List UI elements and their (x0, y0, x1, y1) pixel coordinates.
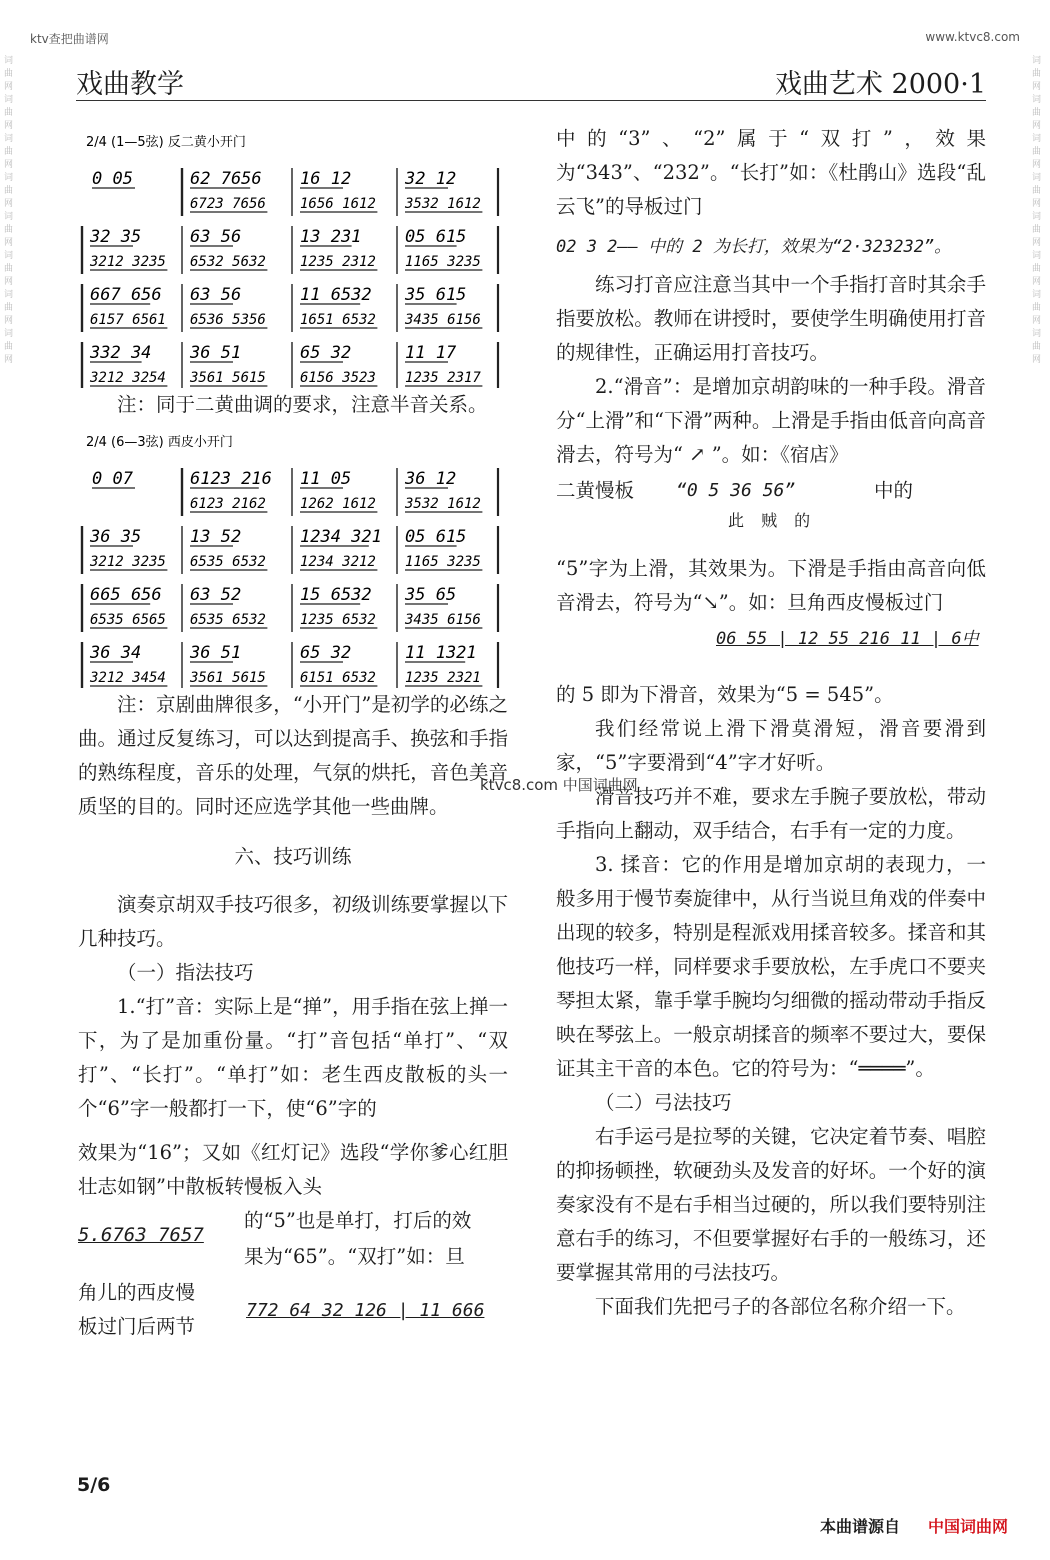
score1-note-r0c2-upper: 16 12 (300, 169, 352, 189)
da-music-notation: 5.6763 7657 (78, 1224, 204, 1246)
header-left: 戏曲教学 (76, 69, 184, 100)
score2-note-r2c3-upper: 35 65 (405, 585, 457, 605)
score1-note-r0c1-upper: 62 7656 (190, 169, 262, 189)
score1-note-r1c2-lower: 1235 2312 (300, 254, 376, 270)
score2-note-r2c3-lower: 3435 6156 (405, 612, 481, 628)
right-paragraph-8: 3. 揉音：它的作用是增加京胡的表现力，一般多用于慢节奏旋律中，从行当说旦角戏的伴奏中出现的较多，特别是程派戏用揉音较多。揉音和其他技巧一样，同样要求手要放松，左手虎口不要夹琴担太紧，靠手掌手腕均匀细微的摇动带动手指反映在琴弦上。一般京胡揉音的频率不要过大，要保证其主干音的本色。它的符号为：“════”。 (556, 853, 986, 1080)
score1-note-r3c3-upper: 11 17 (405, 343, 457, 363)
right-paragraph-6: 我们经常说上滑下滑莫滑短，滑音要滑到家，“5”字要滑到“4”字才好听。 (556, 717, 986, 774)
right-paragraph-1: 中的“3”、“2”属于“双打”，效果为“343”、“232”。“长打”如：《杜鹃山》选段“乱云飞”的导板过门 (556, 127, 986, 218)
score2-note-r2c1-lower: 6535 6532 (190, 612, 266, 628)
score1-note-r0c0-upper: 0 05 (92, 169, 133, 189)
right-paragraph-9: 右手运弓是拉琴的关键，它决定着节奏、唱腔的抑扬顿挫，软硬劲头及发音的好坏。一个好的演奏家没有不是右手相当过硬的，所以我们要特别注意右手的练习，不但要掌握好右手的一般练习，还要掌握其常用的弓法技巧。 (556, 1125, 986, 1284)
page-number: 5/6 (77, 1474, 111, 1496)
score1-note-r0c1-lower: 6723 7656 (190, 196, 266, 212)
subheading-fingering: （一）指法技巧 (117, 961, 254, 984)
score2-note-r2c2-lower: 1235 6532 (300, 612, 376, 628)
side-watermark-left: 词曲网词曲网词曲网词曲网词曲网词曲网词曲网词曲网 (4, 56, 14, 365)
score2-note-r3c1-lower: 3561 5615 (190, 670, 266, 686)
score1-note-r2c1-upper: 63 56 (190, 285, 242, 305)
score1-note-r3c1-lower: 3561 5615 (190, 370, 266, 386)
score2-note-r1c2-lower: 1234 3212 (300, 554, 376, 570)
score2-note-r1c0-lower: 3212 3235 (90, 554, 166, 570)
score1-note-r3c0-upper: 332 34 (90, 343, 152, 363)
score1-note-r1c0-upper: 32 35 (90, 227, 142, 247)
da-music-block (78, 1204, 508, 1272)
score1-note-r2c0-upper: 667 656 (90, 285, 162, 305)
score2-note-r0c1-upper: 6123 216 (190, 469, 272, 489)
score1-note-r2c3-lower: 3435 6156 (405, 312, 481, 328)
score2-note-r0c0-upper: 0 07 (92, 469, 133, 489)
score2-note-r1c2-upper: 1234 321 (300, 527, 382, 547)
score2-note-r3c1-upper: 36 51 (190, 643, 242, 663)
right-column (480, 122, 986, 1324)
score2-note-r3c0-upper: 36 34 (90, 643, 142, 663)
score2-note-r0c3-lower: 3532 1612 (405, 496, 481, 512)
right-paragraph-2: 练习打音应注意当其中一个手指打音时其余手指要放松。教师在讲授时，要使学生明确使用打音的规律性，正确运用打音技巧。 (556, 273, 986, 364)
score2-note-r0c1-lower: 6123 2162 (190, 496, 266, 512)
score2-note-r0c3-upper: 36 12 (405, 469, 457, 489)
score1-note-r1c0-lower: 3212 3235 (90, 254, 166, 270)
score1-note-r3c1-upper: 36 51 (190, 343, 242, 363)
right-paragraph-3: 2.“滑音”：是增加京胡韵味的一种手段。滑音分“上滑”和“下滑”两种。上滑是手指由低音向高音滑去，符号为“ ↗ ”。如：《宿店》 (556, 375, 986, 466)
right-paragraph-7: 滑音技巧并不难，要求左手腕子要放松，带动手指向上翻动，双手结合，右手有一定的力度。 (556, 785, 986, 842)
score1-note-r2c2-upper: 11 6532 (300, 285, 372, 305)
score2-note-r1c1-lower: 6535 6532 (190, 554, 266, 570)
top-right-site: www.ktvc8.com (925, 30, 1020, 44)
score1-note-r0c3-upper: 32 12 (405, 169, 457, 189)
score1-note-r3c2-lower: 6156 3523 (300, 370, 376, 386)
right-paragraph-5: 的 5 即为下滑音，效果为“5 = 545”。 (556, 683, 894, 706)
score1-note-r3c2-upper: 65 32 (300, 343, 352, 363)
score1-note-r1c2-upper: 13 231 (300, 227, 362, 247)
score1-note-r1c1-lower: 6532 5632 (190, 254, 266, 270)
score1-note-r2c2-lower: 1651 6532 (300, 312, 376, 328)
score2-label: 2/4 (6—3弦) 西皮小开门 (86, 435, 233, 450)
score1-label: 2/4 (1—5弦) 反二黄小开门 (86, 135, 246, 150)
subheading-bowing: （二）弓法技巧 (595, 1091, 732, 1114)
da-line-4: 果为“65”。“双打”如：旦 (244, 1245, 465, 1268)
score2-note-r0c2-lower: 1262 1612 (300, 496, 376, 512)
score2-note-r1c1-upper: 13 52 (190, 527, 242, 547)
header-right: 戏曲艺术 2000·1 (774, 69, 986, 100)
example-notation: “0 5 36 56” (676, 480, 796, 501)
credit-prefix: 本曲谱源自 (820, 1517, 901, 1536)
score-fan-erhuang (78, 128, 508, 388)
score1-note-r1c3-upper: 05 615 (405, 227, 467, 247)
right-paragraph-4: “5”字为上滑，其效果为。下滑是手指由高音向低音滑去，符号为“↘”。如：旦角西皮慢板过门 (556, 557, 986, 614)
section-heading-6: 六、技巧训练 (234, 845, 352, 868)
left-column (78, 128, 508, 1346)
da-music-block-2 (78, 1276, 508, 1346)
example-suidian (556, 474, 986, 542)
example-label: 二黄慢板 (556, 479, 635, 502)
da-line-3: 的“5”也是单打，打后的效 (244, 1209, 472, 1232)
da-line-6: 板过门后两节 (78, 1315, 196, 1338)
score1-note-r1c1-upper: 63 56 (190, 227, 242, 247)
score2-note-r3c3-lower: 1235 2321 (405, 670, 481, 686)
score2-note-r2c1-upper: 63 52 (190, 585, 242, 605)
da-music-notation-2: 772 64 32 126 | 11 666 (246, 1300, 485, 1321)
da-paragraph: 1.“打”音：实际上是“掸”，用手指在弦上掸一下，为了是加重份量。“打”音包括“单打”、“双打”、“长打”。“单打”如：老生西皮散板的头一个“6”字一般都打一下，使“6”字的 (78, 995, 508, 1120)
middle-watermark: ktvc8.com 中国词曲网 (480, 776, 638, 794)
score2-note-r1c0-upper: 36 35 (90, 527, 142, 547)
score2-note-r1c3-lower: 1165 3235 (405, 554, 481, 570)
score2-note-r2c0-upper: 665 656 (90, 585, 162, 605)
score2-note-r3c2-lower: 6151 6532 (300, 670, 376, 686)
note-1: 注：同于二黄曲调的要求，注意半音关系。 (117, 393, 488, 416)
example-lyric: 此 贼 的 (728, 511, 817, 530)
right-paragraph-10: 下面我们先把弓子的各部位名称介绍一下。 (595, 1295, 966, 1318)
score1-note-r2c3-upper: 35 615 (405, 285, 467, 305)
score2-note-r2c0-lower: 6535 6565 (90, 612, 166, 628)
score2-note-r3c3-upper: 11 1321 (405, 643, 477, 663)
score1-note-r2c0-lower: 6157 6561 (90, 312, 166, 328)
music-line-2: 06 55 | 12 55 216 11 | 6中 (716, 629, 979, 649)
score1-note-r0c3-lower: 3532 1612 (405, 196, 481, 212)
score2-note-r3c2-upper: 65 32 (300, 643, 352, 663)
intro-paragraph: 演奏京胡双手技巧很多，初级训练要掌握以下几种技巧。 (78, 893, 508, 950)
score1-note-r0c2-lower: 1656 1612 (300, 196, 376, 212)
score-xipi (78, 428, 508, 688)
credit-site: 中国词曲网 (928, 1517, 1009, 1536)
header-rule (76, 100, 986, 101)
note-2: 注：京剧曲牌很多，“小开门”是初学的必练之曲。通过反复练习，可以达到提高手、换弦和手指的熟练程度，音乐的处理，气氛的烘托，音色美音质坚的目的。同时还应选学其他一些曲牌。 (78, 693, 508, 818)
da-line-5: 角儿的西皮慢 (78, 1281, 196, 1304)
score1-note-r3c3-lower: 1235 2317 (405, 370, 481, 386)
score2-note-r0c2-upper: 11 05 (300, 469, 352, 489)
score1-note-r3c0-lower: 3212 3254 (90, 370, 166, 386)
score2-note-r1c3-upper: 05 615 (405, 527, 467, 547)
da-effect: 效果为“16”；又如《红灯记》选段“学你爹心红胆壮志如钢”中散板转慢板入头 (78, 1141, 508, 1198)
score2-note-r3c0-lower: 3212 3454 (90, 670, 166, 686)
score1-note-r2c1-lower: 6536 5356 (190, 312, 266, 328)
score2-note-r2c2-upper: 15 6532 (300, 585, 372, 605)
top-left-site: ktv查把曲谱网 (30, 32, 109, 46)
music-line-1: 02 3 2—— 中的 2 为长打，效果为“2·323232”。 (556, 237, 952, 257)
side-watermark-right: 词曲网词曲网词曲网词曲网词曲网词曲网词曲网词曲网 (1032, 56, 1042, 365)
example-after: 中的 (874, 479, 914, 502)
score1-note-r1c3-lower: 1165 3235 (405, 254, 481, 270)
